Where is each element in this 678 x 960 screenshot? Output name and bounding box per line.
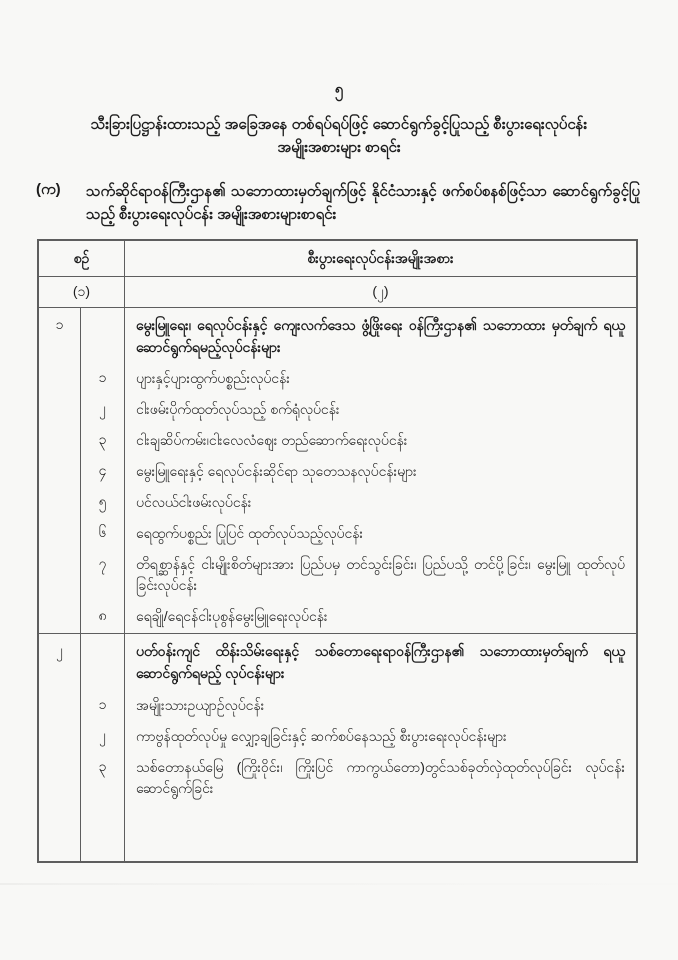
item-text-cell: အမျိုးသားဥယျာဉ်လုပ်ငန်း xyxy=(136,696,265,713)
document-title-line2: အမျိုးအစားများ စာရင်း xyxy=(277,139,401,157)
item-number-cell: ၅ xyxy=(81,488,125,519)
item-text-cell: သစ်တောနယ်မြေ (ကြိုးဝိုင်း၊ ကြိုးပြင် ကာကွယ်တော)တွင်သစ်ခုတ်လှဲထုတ်လုပ်ခြင်း လုပ်ငန်း ဆောင်ရွက်ခြင်း xyxy=(136,758,625,796)
item-number-cell: ၂ xyxy=(81,395,125,426)
group-title-cell: မွေးမြူရေး၊ ရေလုပ်ငန်းနှင့် ကျေးလက်ဒေသ ဖွံ့ဖြိုးရေး ဝန်ကြီးဌာန၏ သဘောထား မှတ်ချက် ရယူဆောင်ရွက်ရမည့်လုပ်ငန်းများ xyxy=(125,307,636,364)
item-text-cell: ငါးဖမ်းပိုက်ထုတ်လုပ်သည့် စက်ရုံလုပ်ငန်း xyxy=(136,401,340,418)
group-spacer-cell xyxy=(81,307,125,364)
document-title xyxy=(33,113,645,160)
item-text-cell: တိရစ္ဆာန်နှင့် ငါးမျိုးစိတ်များအား ပြည်ပမှ တင်သွင်းခြင်း၊ ပြည်ပသို့ တင်ပို့ခြင်း၊ မွေးမြူ ထုတ်လုပ်ခြင်းလုပ်ငန်း xyxy=(136,556,625,594)
item-spacer-cell xyxy=(39,395,81,426)
item-spacer-cell xyxy=(39,364,81,395)
item-text-cell: မွေးမြူရေးနှင့် ရေလုပ်ငန်းဆိုင်ရာ သုတေသနလုပ်ငန်းများ xyxy=(136,463,417,480)
item-spacer-cell xyxy=(39,426,81,457)
item-text-cell: ပျားနှင့်ပျားထွက်ပစ္စည်းလုပ်ငန်း xyxy=(136,370,290,387)
item-text-cell: ကာဗွန်ထုတ်လုပ်မှု လျှော့ချခြင်းနှင့် ဆက်စပ်နေသည့် စီးပွားရေးလုပ်ငန်းများ xyxy=(136,727,507,744)
scan-artifact-line xyxy=(0,883,678,885)
group-spacer-cell xyxy=(81,633,125,690)
item-spacer-cell xyxy=(39,722,81,753)
section-label: (က) xyxy=(36,180,61,198)
item-number-cell: ၁ xyxy=(81,364,125,395)
filler-number-cell xyxy=(81,805,125,861)
item-spacer-cell xyxy=(39,488,81,519)
filler-spacer-cell xyxy=(39,805,81,861)
filler-text-cell xyxy=(125,805,636,861)
document-title-line1: သီးခြားပြဋ္ဌာန်းထားသည့် အခြေအနေ တစ်ရပ်ရပ်ဖြင့် ဆောင်ရွက်ခွင့်ပြုသည့် စီးပွားရေးလုပ်ငန်း xyxy=(90,116,588,133)
item-number-cell: ၂ xyxy=(81,722,125,753)
table-header-category: စီးပွားရေးလုပ်ငန်းအမျိုးအစား xyxy=(307,250,454,266)
item-number-cell: ၁ xyxy=(81,691,125,722)
item-number-cell: ၃ xyxy=(81,753,125,805)
group-number-cell: ၂ xyxy=(39,633,81,690)
group-number-cell: ၁ xyxy=(39,307,81,364)
page-number: ၅ xyxy=(334,81,344,98)
section-heading: သက်ဆိုင်ရာဝန်ကြီးဌာန၏ သဘောထားမှတ်ချက်ဖြင့် နိုင်ငံသားနှင့် ဖက်စပ်စနစ်ဖြင့်သာ ဆောင်ရွက်ခွင့်ပြုသည့် စီးပွားရေးလုပ်ငန်း အမျိုးအစားများစာရင်း xyxy=(86,182,640,223)
group-title-cell: ပတ်ဝန်းကျင် ထိန်းသိမ်းရေးနှင့် သစ်တောရေးရာဝန်ကြီးဌာန၏ သဘောထားမှတ်ချက် ရယူ ဆောင်ရွက်ရမည့် လုပ်ငန်းများ xyxy=(125,633,636,690)
item-spacer-cell xyxy=(39,602,81,633)
item-spacer-cell xyxy=(39,691,81,722)
item-spacer-cell xyxy=(39,550,81,602)
item-text-cell: ငါးချဆိပ်ကမ်း၊ငါးလေလံဈေး တည်ဆောက်ရေးလုပ်ငန်း xyxy=(136,432,408,449)
item-spacer-cell xyxy=(39,457,81,488)
table-subheader-col2: (၂) xyxy=(125,276,636,307)
item-text-cell: ပင်လယ်ငါးဖမ်းလုပ်ငန်း xyxy=(136,494,252,511)
item-number-cell: ၇ xyxy=(81,550,125,602)
item-spacer-cell xyxy=(39,753,81,805)
item-number-cell: ၆ xyxy=(81,519,125,550)
item-spacer-cell xyxy=(39,519,81,550)
table-header-serial: စဉ် xyxy=(39,241,125,276)
item-number-cell: ၃ xyxy=(81,426,125,457)
table-subheader-col1: (၁) xyxy=(39,276,125,307)
section-ka xyxy=(36,180,640,227)
item-number-cell: ၄ xyxy=(81,457,125,488)
item-text-cell: ရေထွက်ပစ္စည်း ပြုပြင် ထုတ်လုပ်သည့်လုပ်ငန်း xyxy=(136,525,364,542)
item-number-cell: ၈ xyxy=(81,602,125,633)
item-text-cell: ရေချို/ရေငန်ငါးပုစွန်မွေးမြူရေးလုပ်ငန်း xyxy=(136,608,328,625)
business-table xyxy=(37,239,638,863)
